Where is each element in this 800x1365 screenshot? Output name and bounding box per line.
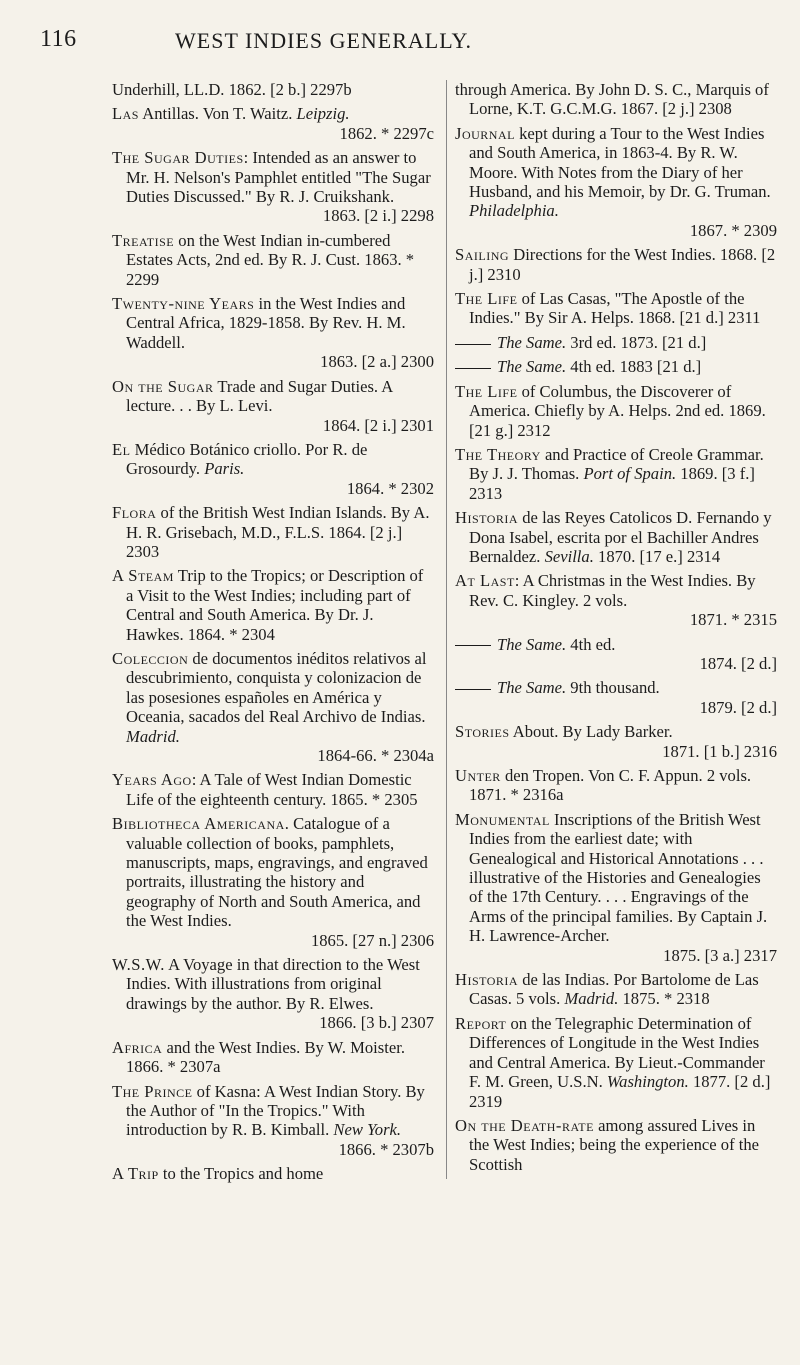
entry-italic: The Same. <box>497 634 567 654</box>
entry-lead-word: Stories <box>455 722 510 742</box>
page-header <box>0 26 800 56</box>
entry-text: : A Tale of West Indian Domestic Life of the eighteenth century. 1865. * 2305 <box>126 770 418 809</box>
catalogue-entry <box>455 80 777 119</box>
entry-text: Antillas. Von T. Waitz. <box>138 104 297 124</box>
entry-text: A Voyage in that direction to the West Indies. With illustrations from original drawings by the author. By R. Elwes. <box>126 955 420 1013</box>
entry-lead-word: Twenty-nine Years <box>112 294 255 314</box>
right-column <box>446 80 777 1179</box>
entry-text: den Tropen. Von C. F. Appun. 2 vols. 1871. * 2316a <box>469 766 752 805</box>
catalogue-entry <box>455 571 777 629</box>
catalogue-entry <box>112 955 434 1033</box>
entry-text: 4th ed. 1883 [21 d.] <box>566 357 702 377</box>
entry-text: 1877. [2 d.] 2319 <box>469 1072 771 1111</box>
entry-date-shelfmark: 1871. * 2315 <box>689 610 777 630</box>
catalogue-entry <box>455 124 777 240</box>
entry-place: Leipzig. <box>296 104 350 124</box>
entry-lead-word: The Life <box>455 289 518 309</box>
entry-date-shelfmark: 1864-66. * 2304a <box>317 746 434 765</box>
catalogue-entry <box>112 503 434 561</box>
entry-date-shelfmark: 1867. * 2309 <box>689 220 777 240</box>
entry-text: Trade and Sugar Duties. A lecture. . . By L. Levi. <box>126 376 393 416</box>
catalogue-entry <box>112 231 434 289</box>
entry-lead-word: A Trip <box>112 1164 159 1184</box>
catalogue-entry <box>112 148 434 226</box>
catalogue-entry <box>112 814 434 950</box>
entry-lead-word: Flora <box>112 503 157 523</box>
entry-text: Underhill, LL.D. 1862. [2 b.] 2297b <box>112 80 352 99</box>
entry-place: Paris. <box>204 459 245 479</box>
catalogue-entry <box>112 1038 434 1077</box>
entry-text: Directions for the West Indies. 1868. [2 j.] 2310 <box>469 245 776 284</box>
entry-lead-word: Journal <box>455 123 515 143</box>
entry-italic: The Same. <box>497 678 567 698</box>
catalogue-entry <box>455 357 777 376</box>
entry-date-shelfmark: 1864. [2 i.] 2301 <box>322 415 434 435</box>
entry-place: Washington. <box>606 1072 689 1092</box>
entry-date-shelfmark: 1866. [3 b.] 2307 <box>319 1013 434 1033</box>
entry-text: 1869. [3 f.] 2313 <box>469 464 755 503</box>
entry-lead-word: Historia <box>455 970 519 990</box>
entry-text: de las Reyes Catolicos D. Fernando y Dona Isabel, escrita por el Bachiller Andres Bernaldez. <box>469 508 772 566</box>
entry-text: 9th thousand. <box>566 678 660 698</box>
entry-text: among assured Lives in the West Indies; being the experience of the Scottish <box>469 1115 760 1174</box>
catalogue-entry <box>455 970 777 1009</box>
catalogue-entry <box>112 770 434 809</box>
catalogue-entry <box>455 810 777 965</box>
entry-lead-word: Treatise <box>112 230 175 250</box>
entry-place: New York. <box>333 1120 402 1140</box>
entry-lead-word: Coleccion <box>112 648 189 668</box>
catalogue-entry <box>112 440 434 498</box>
entry-lead-word: The Life <box>455 381 518 401</box>
entry-date-shelfmark: 1865. [27 n.] 2306 <box>310 930 434 950</box>
entry-text: of Las Casas, "The Apostle of the Indies." By Sir A. Helps. 1868. [21 d.] 2311 <box>469 289 761 328</box>
entry-lead-word: Bibliotheca Americana <box>112 814 285 834</box>
catalogue-entry <box>455 245 777 284</box>
entry-text: Inscriptions of the British West Indies from the earliest date; with Genealogical and Historical Annotations . . . illustrative of the Histories and Genealogies of the 17th Century. . . . Engravings of the Arms of the principal families. By Captain J. H. Lawrence-Archer. <box>469 809 768 946</box>
catalogue-entry <box>455 333 777 352</box>
entry-text: de las Indias. Por Bartolome de Las Casas. 5 vols. <box>469 970 759 1009</box>
entry-text: of the British West Indian Islands. By A. H. R. Grisebach, M.D., F.L.S. 1864. [2 j.] 2303 <box>126 503 430 561</box>
entry-text: 1875. * 2318 <box>618 989 710 1009</box>
catalogue-entry <box>455 766 777 805</box>
ditto-dash <box>455 645 491 646</box>
entry-italic: The Same. <box>497 357 567 377</box>
entry-text: of Kasna: A West Indian Story. By the Author of "In the Tropics." With introduction by R. B. Kimball. <box>126 1081 425 1140</box>
entry-text: kept during a Tour to the West Indies and South America, in 1863-4. By R. W. Moore. With Notes from the Diary of her Husband, and his Memoir, by Dr. G. Truman. <box>469 123 771 202</box>
entry-lead-word: The Prince <box>112 1081 193 1101</box>
entry-text: 4th ed. <box>566 634 616 654</box>
catalogue-entry <box>455 678 777 717</box>
ditto-dash <box>455 368 491 369</box>
entry-text: 1870. [17 e.] 2314 <box>593 546 721 566</box>
entry-text: 3rd ed. 1873. [21 d.] <box>566 332 707 352</box>
catalogue-entry <box>455 722 777 761</box>
entry-date-shelfmark: 1864. * 2302 <box>346 478 434 498</box>
entry-italic: The Same. <box>497 332 567 352</box>
entry-text: and Practice of Creole Grammar. By J. J. Thomas. <box>469 444 764 484</box>
entry-place: Philadelphia. <box>469 201 559 221</box>
catalogue-entry <box>455 635 777 674</box>
entry-text: : Intended as an answer to Mr. H. Nelson's Pamphlet entitled "The Sugar Duties Discussed." By R. J. Cruikshank. <box>126 148 431 207</box>
catalogue-entry <box>112 377 434 435</box>
entry-lead-word: Monumental <box>455 809 550 829</box>
entry-text: About. By Lady Barker. <box>509 722 673 742</box>
entry-lead-word: El <box>112 439 131 459</box>
entry-lead-word: At Last <box>455 571 515 591</box>
left-column <box>112 80 434 1189</box>
entry-lead-word: Unter <box>455 766 501 785</box>
entry-lead-word: Historia <box>455 508 519 528</box>
entry-date-shelfmark: 1863. [2 a.] 2300 <box>320 352 434 372</box>
entry-lead-word: The Sugar Duties <box>112 148 244 168</box>
entry-place: Sevilla. <box>544 546 594 566</box>
catalogue-entry <box>455 1014 777 1111</box>
entry-lead-word: On the Death-rate <box>455 1115 594 1135</box>
ditto-dash <box>455 689 491 690</box>
entry-lead-word: The Theory <box>455 444 541 464</box>
entry-text: Trip to the Tropics; or Description of a Visit to the West Indies; including part of Central and South America. By Dr. J. Hawkes. 1864. * 2304 <box>126 566 424 644</box>
entry-text: . Catalogue of a valuable collection of books, pamphlets, manuscripts, maps, engravings, and engraved portraits, illustrating the history and geography of North and South America, and the West Indies. <box>126 814 428 931</box>
catalogue-entry <box>112 1164 434 1183</box>
catalogue-entry <box>112 294 434 372</box>
entry-text: and the West Indies. By W. Moister. 1866. * 2307a <box>126 1037 405 1077</box>
catalogue-entry <box>112 104 434 143</box>
catalogue-entry <box>112 80 434 99</box>
entry-date-shelfmark: 1874. [2 d.] <box>699 653 777 673</box>
entry-text: : A Christmas in the West Indies. By Rev. C. Kingley. 2 vols. <box>469 571 756 610</box>
catalogue-entry <box>455 289 777 328</box>
entry-lead-word: Report <box>455 1013 507 1033</box>
catalogue-entry <box>455 382 777 440</box>
entry-lead-word: Africa <box>112 1037 163 1057</box>
entry-lead-word: Las <box>112 104 139 124</box>
entry-lead-word: A Steam <box>112 566 174 586</box>
entry-date-shelfmark: 1866. * 2307b <box>338 1139 434 1159</box>
entry-text: on the West Indian in-cumbered Estates Acts, 2nd ed. By R. J. Cust. 1863. * 2299 <box>126 230 415 289</box>
entry-date-shelfmark: 1875. [3 a.] 2317 <box>663 945 777 965</box>
entry-text: on the Telegraphic Determination of Differences of Longitude in the West Indies and Central America. By Lieut.-Commander F. M. Green, U.S.N. <box>469 1013 765 1092</box>
catalogue-entry <box>455 445 777 503</box>
catalogue-entry <box>112 1082 434 1160</box>
running-title: WEST INDIES GENERALLY. <box>175 28 473 53</box>
entry-place: Port of Spain. <box>583 464 677 484</box>
entry-text: in the West Indies and Central Africa, 1829-1858. By Rev. H. M. Waddell. <box>126 294 406 352</box>
entry-text: de documentos inéditos relativos al descubrimiento, conquista y colonizacion de las posesiones españoles en América y Oceania, sacados del Real Archivo de Indias. <box>126 648 427 727</box>
entry-date-shelfmark: 1871. [1 b.] 2316 <box>662 741 777 761</box>
ditto-dash <box>455 344 491 345</box>
entry-date-shelfmark: 1863. [2 i.] 2298 <box>322 206 434 226</box>
entry-text: to the Tropics and home <box>158 1164 324 1184</box>
entry-date-shelfmark: 1879. [2 d.] <box>699 697 777 717</box>
entry-date-shelfmark: 1862. * 2297c <box>339 123 434 143</box>
entry-lead-word: W.S.W. <box>112 955 165 975</box>
entry-place: Madrid. <box>564 989 619 1009</box>
entry-text: of Columbus, the Discoverer of America. Chiefly by A. Helps. 2nd ed. 1869. [21 g.] 2312 <box>469 381 766 440</box>
entry-lead-word: Sailing <box>455 245 510 265</box>
catalogue-entry <box>112 649 434 765</box>
entry-lead-word: On the Sugar <box>112 376 214 396</box>
catalogue-entry <box>455 1116 777 1174</box>
entry-text: Médico Botánico criollo. Por R. de Grosourdy. <box>126 439 368 479</box>
page-number: 116 <box>40 26 77 52</box>
entry-lead-word: Years Ago <box>112 770 192 790</box>
entry-place: Madrid. <box>126 726 180 746</box>
catalogue-entry <box>112 566 434 644</box>
entry-text: through America. By John D. S. C., Marquis of Lorne, K.T. G.C.M.G. 1867. [2 j.] 2308 <box>455 80 769 119</box>
catalogue-entry <box>455 508 777 566</box>
